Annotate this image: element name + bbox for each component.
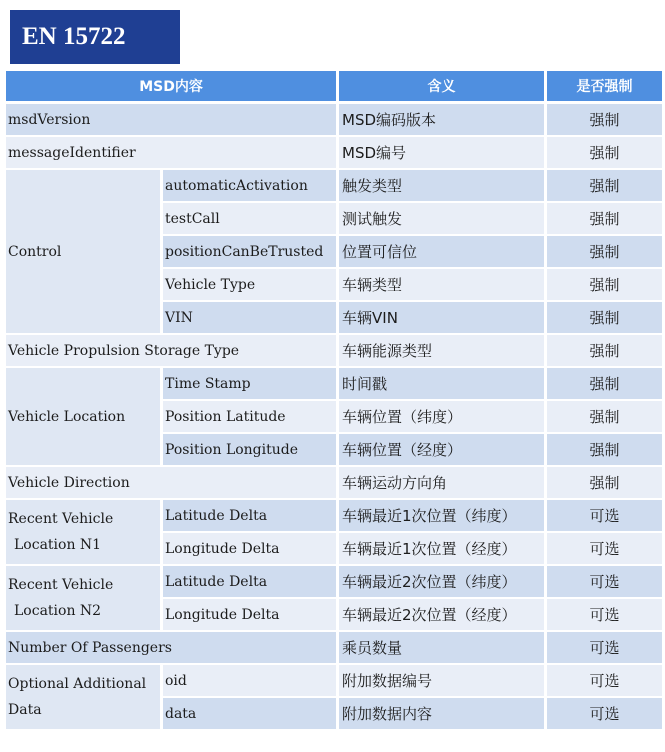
row-meaning: 车辆最近2次位置（纬度）	[339, 566, 547, 599]
group-label-vehicle-location: Vehicle Location	[6, 368, 163, 467]
row-meaning: 车辆最近1次位置（纬度）	[339, 500, 547, 533]
row-meaning: 车辆位置（纬度）	[339, 401, 547, 434]
row-sub-label: VIN	[163, 302, 339, 335]
group-label-line: Optional Additional	[8, 676, 147, 692]
table-row	[6, 467, 662, 500]
row-mandatory: 可选	[547, 533, 662, 566]
table-row	[6, 566, 662, 599]
row-label: Number Of Passengers	[6, 632, 339, 665]
row-meaning: 车辆最近1次位置（经度）	[339, 533, 547, 566]
table-row	[6, 104, 662, 137]
row-meaning: 车辆VIN	[339, 302, 547, 335]
row-mandatory: 强制	[547, 203, 662, 236]
group-label-recent-location-n2	[6, 566, 163, 632]
group-label-control: Control	[6, 170, 163, 335]
page-title: EN 15722	[10, 10, 180, 64]
group-label-line: Data	[8, 702, 42, 718]
table-header-row	[6, 71, 662, 104]
row-meaning: 乘员数量	[339, 632, 547, 665]
row-sub-label: Position Longitude	[163, 434, 339, 467]
row-mandatory: 强制	[547, 137, 662, 170]
row-sub-label: positionCanBeTrusted	[163, 236, 339, 269]
row-sub-label: Vehicle Type	[163, 269, 339, 302]
row-sub-label: data	[163, 698, 339, 731]
header-mandatory: 是否强制	[547, 71, 662, 104]
row-mandatory: 强制	[547, 401, 662, 434]
row-meaning: 附加数据编号	[339, 665, 547, 698]
row-meaning: 位置可信位	[339, 236, 547, 269]
table-row	[6, 500, 662, 533]
row-sub-label: testCall	[163, 203, 339, 236]
table-row	[6, 368, 662, 401]
row-meaning: 车辆最近2次位置（经度）	[339, 599, 547, 632]
row-mandatory: 强制	[547, 170, 662, 203]
row-sub-label: Longitude Delta	[163, 599, 339, 632]
row-sub-label: Latitude Delta	[163, 566, 339, 599]
row-meaning: 车辆运动方向角	[339, 467, 547, 500]
group-label-recent-location-n1	[6, 500, 163, 566]
row-sub-label: Latitude Delta	[163, 500, 339, 533]
row-mandatory: 强制	[547, 335, 662, 368]
table-row	[6, 665, 662, 698]
row-meaning: MSD编码版本	[339, 104, 547, 137]
row-mandatory: 可选	[547, 599, 662, 632]
row-mandatory: 可选	[547, 566, 662, 599]
row-meaning: 测试触发	[339, 203, 547, 236]
group-label-optional-data	[6, 665, 163, 731]
row-mandatory: 可选	[547, 500, 662, 533]
row-meaning: 车辆能源类型	[339, 335, 547, 368]
row-sub-label: Time Stamp	[163, 368, 339, 401]
row-sub-label: Position Latitude	[163, 401, 339, 434]
msd-table	[6, 71, 662, 731]
group-label-line: Recent Vehicle	[8, 511, 114, 527]
group-label-line: Location N1	[14, 537, 102, 553]
table-row	[6, 335, 662, 368]
row-label: msdVersion	[6, 104, 339, 137]
row-mandatory: 强制	[547, 302, 662, 335]
row-sub-label: oid	[163, 665, 339, 698]
row-label: Vehicle Propulsion Storage Type	[6, 335, 339, 368]
row-meaning: 附加数据内容	[339, 698, 547, 731]
row-meaning: 车辆类型	[339, 269, 547, 302]
table-row	[6, 170, 662, 203]
row-label: Vehicle Direction	[6, 467, 339, 500]
row-mandatory: 强制	[547, 434, 662, 467]
row-label: messageIdentifier	[6, 137, 339, 170]
row-mandatory: 强制	[547, 269, 662, 302]
group-label-line: Recent Vehicle	[8, 577, 114, 593]
header-meaning: 含义	[339, 71, 547, 104]
table-row	[6, 137, 662, 170]
row-mandatory: 强制	[547, 236, 662, 269]
header-msd-content: MSD内容	[6, 71, 339, 104]
row-meaning: MSD编号	[339, 137, 547, 170]
row-meaning: 车辆位置（经度）	[339, 434, 547, 467]
row-mandatory: 强制	[547, 104, 662, 137]
row-meaning: 时间戳	[339, 368, 547, 401]
group-label-line: Location N2	[14, 603, 102, 619]
table-row	[6, 632, 662, 665]
row-mandatory: 强制	[547, 368, 662, 401]
row-mandatory: 可选	[547, 632, 662, 665]
row-mandatory: 强制	[547, 467, 662, 500]
row-meaning: 触发类型	[339, 170, 547, 203]
row-sub-label: automaticActivation	[163, 170, 339, 203]
row-mandatory: 可选	[547, 665, 662, 698]
row-mandatory: 可选	[547, 698, 662, 731]
row-sub-label: Longitude Delta	[163, 533, 339, 566]
